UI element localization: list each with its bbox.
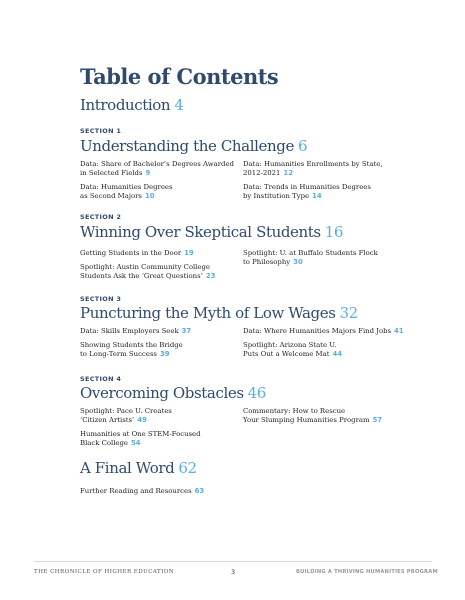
toc-entry-page: 9 bbox=[145, 168, 151, 177]
section-1-title: Understanding the Challenge bbox=[80, 137, 294, 155]
toc-entry-page: 57 bbox=[372, 415, 383, 424]
toc-entry-line: by Institution Type bbox=[243, 191, 310, 200]
toc-entry-line: to Philosophy bbox=[243, 257, 291, 266]
toc-entry-line: Getting Students in the Door bbox=[80, 249, 182, 257]
toc-entry-line: Data: Humanities Enrollments by State, bbox=[243, 160, 383, 168]
toc-entry-line: Further Reading and Resources bbox=[80, 487, 192, 495]
toc-entry-page: 30 bbox=[293, 257, 303, 266]
toc-entry-page: 39 bbox=[159, 349, 170, 358]
toc-entry-line: Data: Trends in Humanities Degrees bbox=[243, 183, 371, 191]
toc-entry-line: Data: Where Humanities Majors Find Jobs bbox=[243, 327, 392, 335]
toc-entry[interactable] bbox=[80, 160, 234, 177]
section-3-heading[interactable] bbox=[80, 304, 358, 322]
toc-entry-page: 54 bbox=[131, 438, 141, 447]
section-1-heading[interactable] bbox=[80, 137, 307, 155]
toc-entry-line: Spotlight: Arizona State U. bbox=[243, 341, 337, 349]
toc-entry-page: 63 bbox=[194, 487, 205, 495]
toc-entry-page: 14 bbox=[312, 191, 322, 200]
section-2-title: Winning Over Skeptical Students bbox=[80, 223, 321, 241]
toc-entry[interactable] bbox=[243, 327, 404, 336]
toc-entry-line: in Selected Fields bbox=[80, 168, 143, 177]
footer-page-number: 3 bbox=[231, 568, 236, 576]
toc-entry-line: Spotlight: Austin Community College bbox=[80, 263, 210, 271]
section-3-label: SECTION 3 bbox=[80, 295, 122, 303]
footer-publication: THE CHRONICLE OF HIGHER EDUCATION bbox=[34, 569, 175, 575]
section-3-page: 32 bbox=[339, 304, 358, 322]
footer-divider bbox=[34, 561, 432, 562]
toc-entry-line: Students Ask the ‘Great Questions’ bbox=[80, 271, 203, 280]
toc-entry-page: 44 bbox=[332, 349, 343, 358]
toc-final-word-label: A Final Word bbox=[80, 459, 175, 477]
toc-entry[interactable] bbox=[80, 341, 183, 358]
toc-entry-page: 37 bbox=[181, 327, 192, 335]
toc-introduction-page: 4 bbox=[174, 96, 184, 114]
toc-entry-page: 10 bbox=[144, 191, 155, 200]
footer-report-title: BUILDING A THRIVING HUMANITIES PROGRAM bbox=[296, 569, 438, 575]
toc-entry[interactable] bbox=[243, 183, 371, 200]
section-4-page: 46 bbox=[247, 384, 266, 402]
toc-entry-page: 19 bbox=[184, 249, 194, 257]
section-4-label: SECTION 4 bbox=[80, 375, 122, 383]
toc-entry[interactable] bbox=[243, 407, 382, 424]
toc-entry-line: Data: Skills Employers Seek bbox=[80, 327, 179, 335]
toc-entry-line: Spotlight: Pace U. Creates bbox=[80, 407, 172, 415]
section-2-label: SECTION 2 bbox=[80, 213, 122, 221]
toc-entry[interactable] bbox=[243, 249, 378, 266]
toc-entry-line: Spotlight: U. at Buffalo Students Flock bbox=[243, 249, 378, 257]
toc-entry-page: 49 bbox=[137, 415, 147, 424]
toc-entry-line: Your Slumping Humanities Program bbox=[243, 415, 370, 424]
section-3-title: Puncturing the Myth of Low Wages bbox=[80, 304, 336, 322]
toc-entry[interactable] bbox=[243, 160, 383, 177]
toc-entry[interactable] bbox=[80, 487, 204, 496]
toc-entry-line: 2012-2021 bbox=[243, 168, 281, 177]
toc-entry[interactable] bbox=[80, 430, 201, 447]
toc-entry[interactable] bbox=[80, 263, 215, 280]
section-4-title: Overcoming Obstacles bbox=[80, 384, 244, 402]
toc-entry[interactable] bbox=[80, 183, 173, 200]
toc-entry-line: Data: Share of Bachelor’s Degrees Awarded bbox=[80, 160, 234, 168]
page-title: Table of Contents bbox=[80, 64, 279, 89]
toc-introduction[interactable] bbox=[80, 96, 183, 114]
toc-entry-line: ‘Citizen Artists’ bbox=[80, 415, 135, 424]
toc-entry-page: 12 bbox=[283, 168, 293, 177]
section-2-page: 16 bbox=[324, 223, 343, 241]
toc-final-word[interactable] bbox=[80, 459, 197, 477]
toc-entry[interactable] bbox=[243, 341, 342, 358]
toc-entry-line: to Long-Term Success bbox=[80, 349, 157, 358]
toc-entry-line: Black College bbox=[80, 438, 128, 447]
toc-entry-line: Humanities at One STEM-Focused bbox=[80, 430, 201, 438]
toc-entry[interactable] bbox=[80, 249, 194, 258]
toc-entry-line: as Second Majors bbox=[80, 191, 142, 200]
toc-introduction-label: Introduction bbox=[80, 96, 171, 114]
toc-entry-line: Showing Students the Bridge bbox=[80, 341, 183, 349]
section-4-heading[interactable] bbox=[80, 384, 266, 402]
section-1-page: 6 bbox=[297, 137, 308, 155]
section-1-label: SECTION 1 bbox=[80, 127, 122, 135]
toc-entry-line: Commentary: How to Rescue bbox=[243, 407, 346, 415]
toc-final-word-page: 62 bbox=[178, 459, 197, 477]
toc-entry-page: 23 bbox=[205, 271, 216, 280]
toc-entry-line: Data: Humanities Degrees bbox=[80, 183, 173, 191]
toc-entry-line: Puts Out a Welcome Mat bbox=[243, 349, 330, 358]
section-2-heading[interactable] bbox=[80, 223, 343, 241]
toc-entry[interactable] bbox=[80, 327, 191, 336]
toc-entry[interactable] bbox=[80, 407, 172, 424]
toc-entry-page: 41 bbox=[394, 327, 404, 335]
